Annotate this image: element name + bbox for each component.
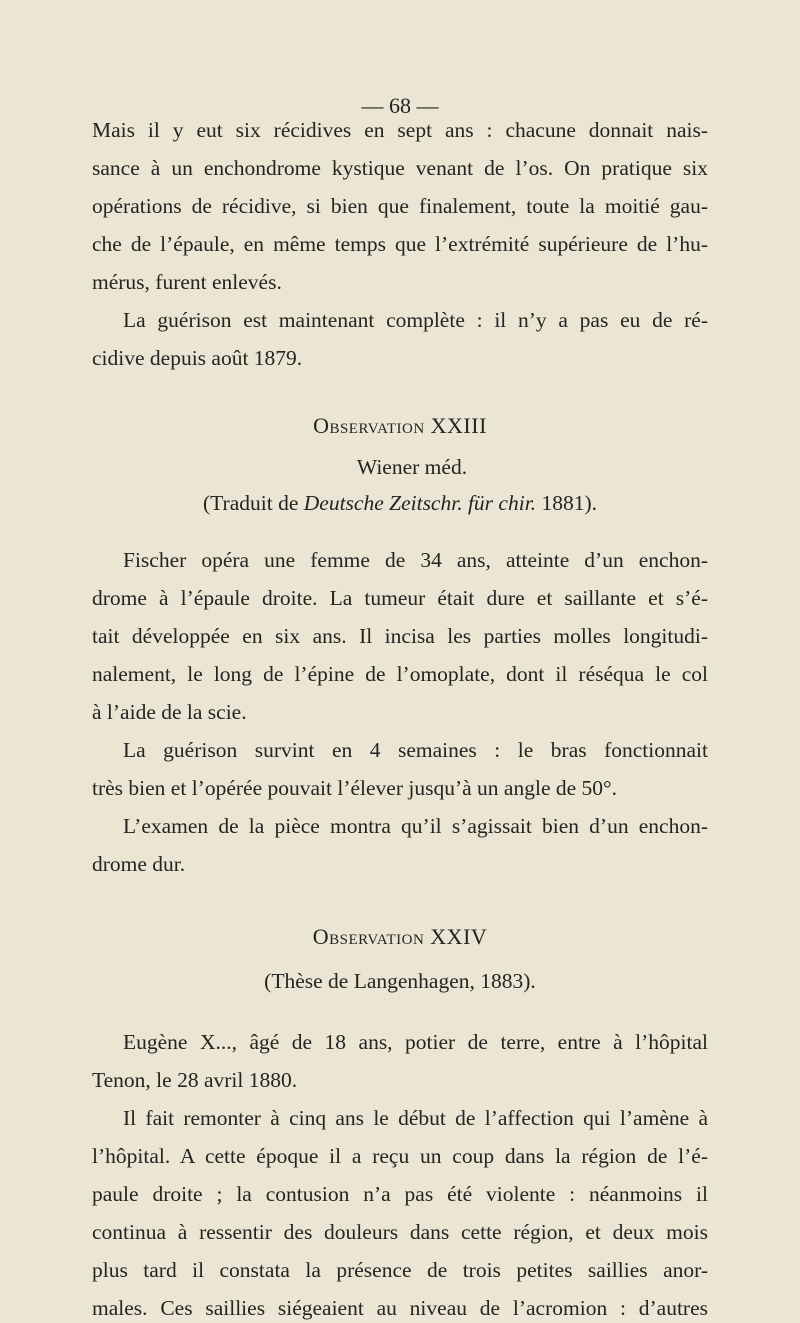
text-line: très bien et l’opérée pouvait l’élever jusqu’à un angle de 50°.: [92, 776, 617, 800]
text-line: Fischer opéra une femme de 34 ans, atteinte d’un enchon-: [123, 548, 708, 572]
text-line: nalement, le long de l’épine de l’omoplate, dont il réséqua le col: [92, 662, 708, 686]
observation-source: (Thèse de Langenhagen, 1883).: [264, 969, 536, 993]
text-line: opérations de récidive, si bien que finalement, toute la moitié gau-: [92, 194, 708, 218]
text-line: sance à un enchondrome kystique venant de l’os. On pratique six: [92, 156, 708, 180]
text-line: La guérison est maintenant complète : il n’y a pas eu de ré-: [123, 308, 708, 332]
text-line: Eugène X..., âgé de 18 ans, potier de terre, entre à l’hôpital: [123, 1030, 708, 1054]
text-line: continua à ressentir des douleurs dans cette région, et deux mois: [92, 1220, 708, 1244]
translation-prefix: (Traduit de: [203, 491, 304, 515]
page-number: — 68 —: [361, 93, 439, 118]
journal-title: Deutsche Zeitschr. für chir.: [303, 491, 537, 515]
text-line: Il fait remonter à cinq ans le début de l’affection qui l’amène à: [123, 1106, 708, 1130]
text-line: à l’aide de la scie.: [92, 700, 247, 724]
observation-heading: Observation XXIV: [312, 924, 488, 949]
text-line: Tenon, le 28 avril 1880.: [92, 1068, 298, 1092]
observation-source: Wiener méd.: [356, 455, 468, 479]
text-line: L’examen de la pièce montra qu’il s’agissait bien d’un enchon-: [123, 814, 708, 838]
text-line: paule droite ; la contusion n’a pas été violente : néanmoins il: [92, 1182, 708, 1206]
text-line: che de l’épaule, en même temps que l’extrémité supérieure de l’hu-: [92, 232, 708, 256]
text-line: tait développée en six ans. Il incisa les parties molles longitudi-: [92, 624, 708, 648]
text-line: cidive depuis août 1879.: [92, 346, 303, 370]
observation-translation-note: [0, 488, 800, 518]
text-line: plus tard il constata la présence de trois petites saillies anor-: [92, 1258, 708, 1282]
text-line: drome à l’épaule droite. La tumeur était dure et saillante et s’é-: [92, 586, 708, 610]
text-line: l’hôpital. A cette époque il a reçu un coup dans la région de l’é-: [92, 1144, 708, 1168]
text-line: mérus, furent enlevés.: [92, 270, 282, 294]
text-line: males. Ces saillies siégeaient au niveau de l’acromion : d’autres: [92, 1296, 708, 1320]
observation-heading: Observation XXIII: [313, 413, 487, 438]
translation-suffix: 1881).: [536, 491, 597, 515]
text-line: Mais il y eut six récidives en sept ans : chacune donnait nais-: [92, 118, 708, 142]
text-line: La guérison survint en 4 semaines : le bras fonctionnait: [123, 738, 708, 762]
text-line: drome dur.: [92, 852, 186, 876]
